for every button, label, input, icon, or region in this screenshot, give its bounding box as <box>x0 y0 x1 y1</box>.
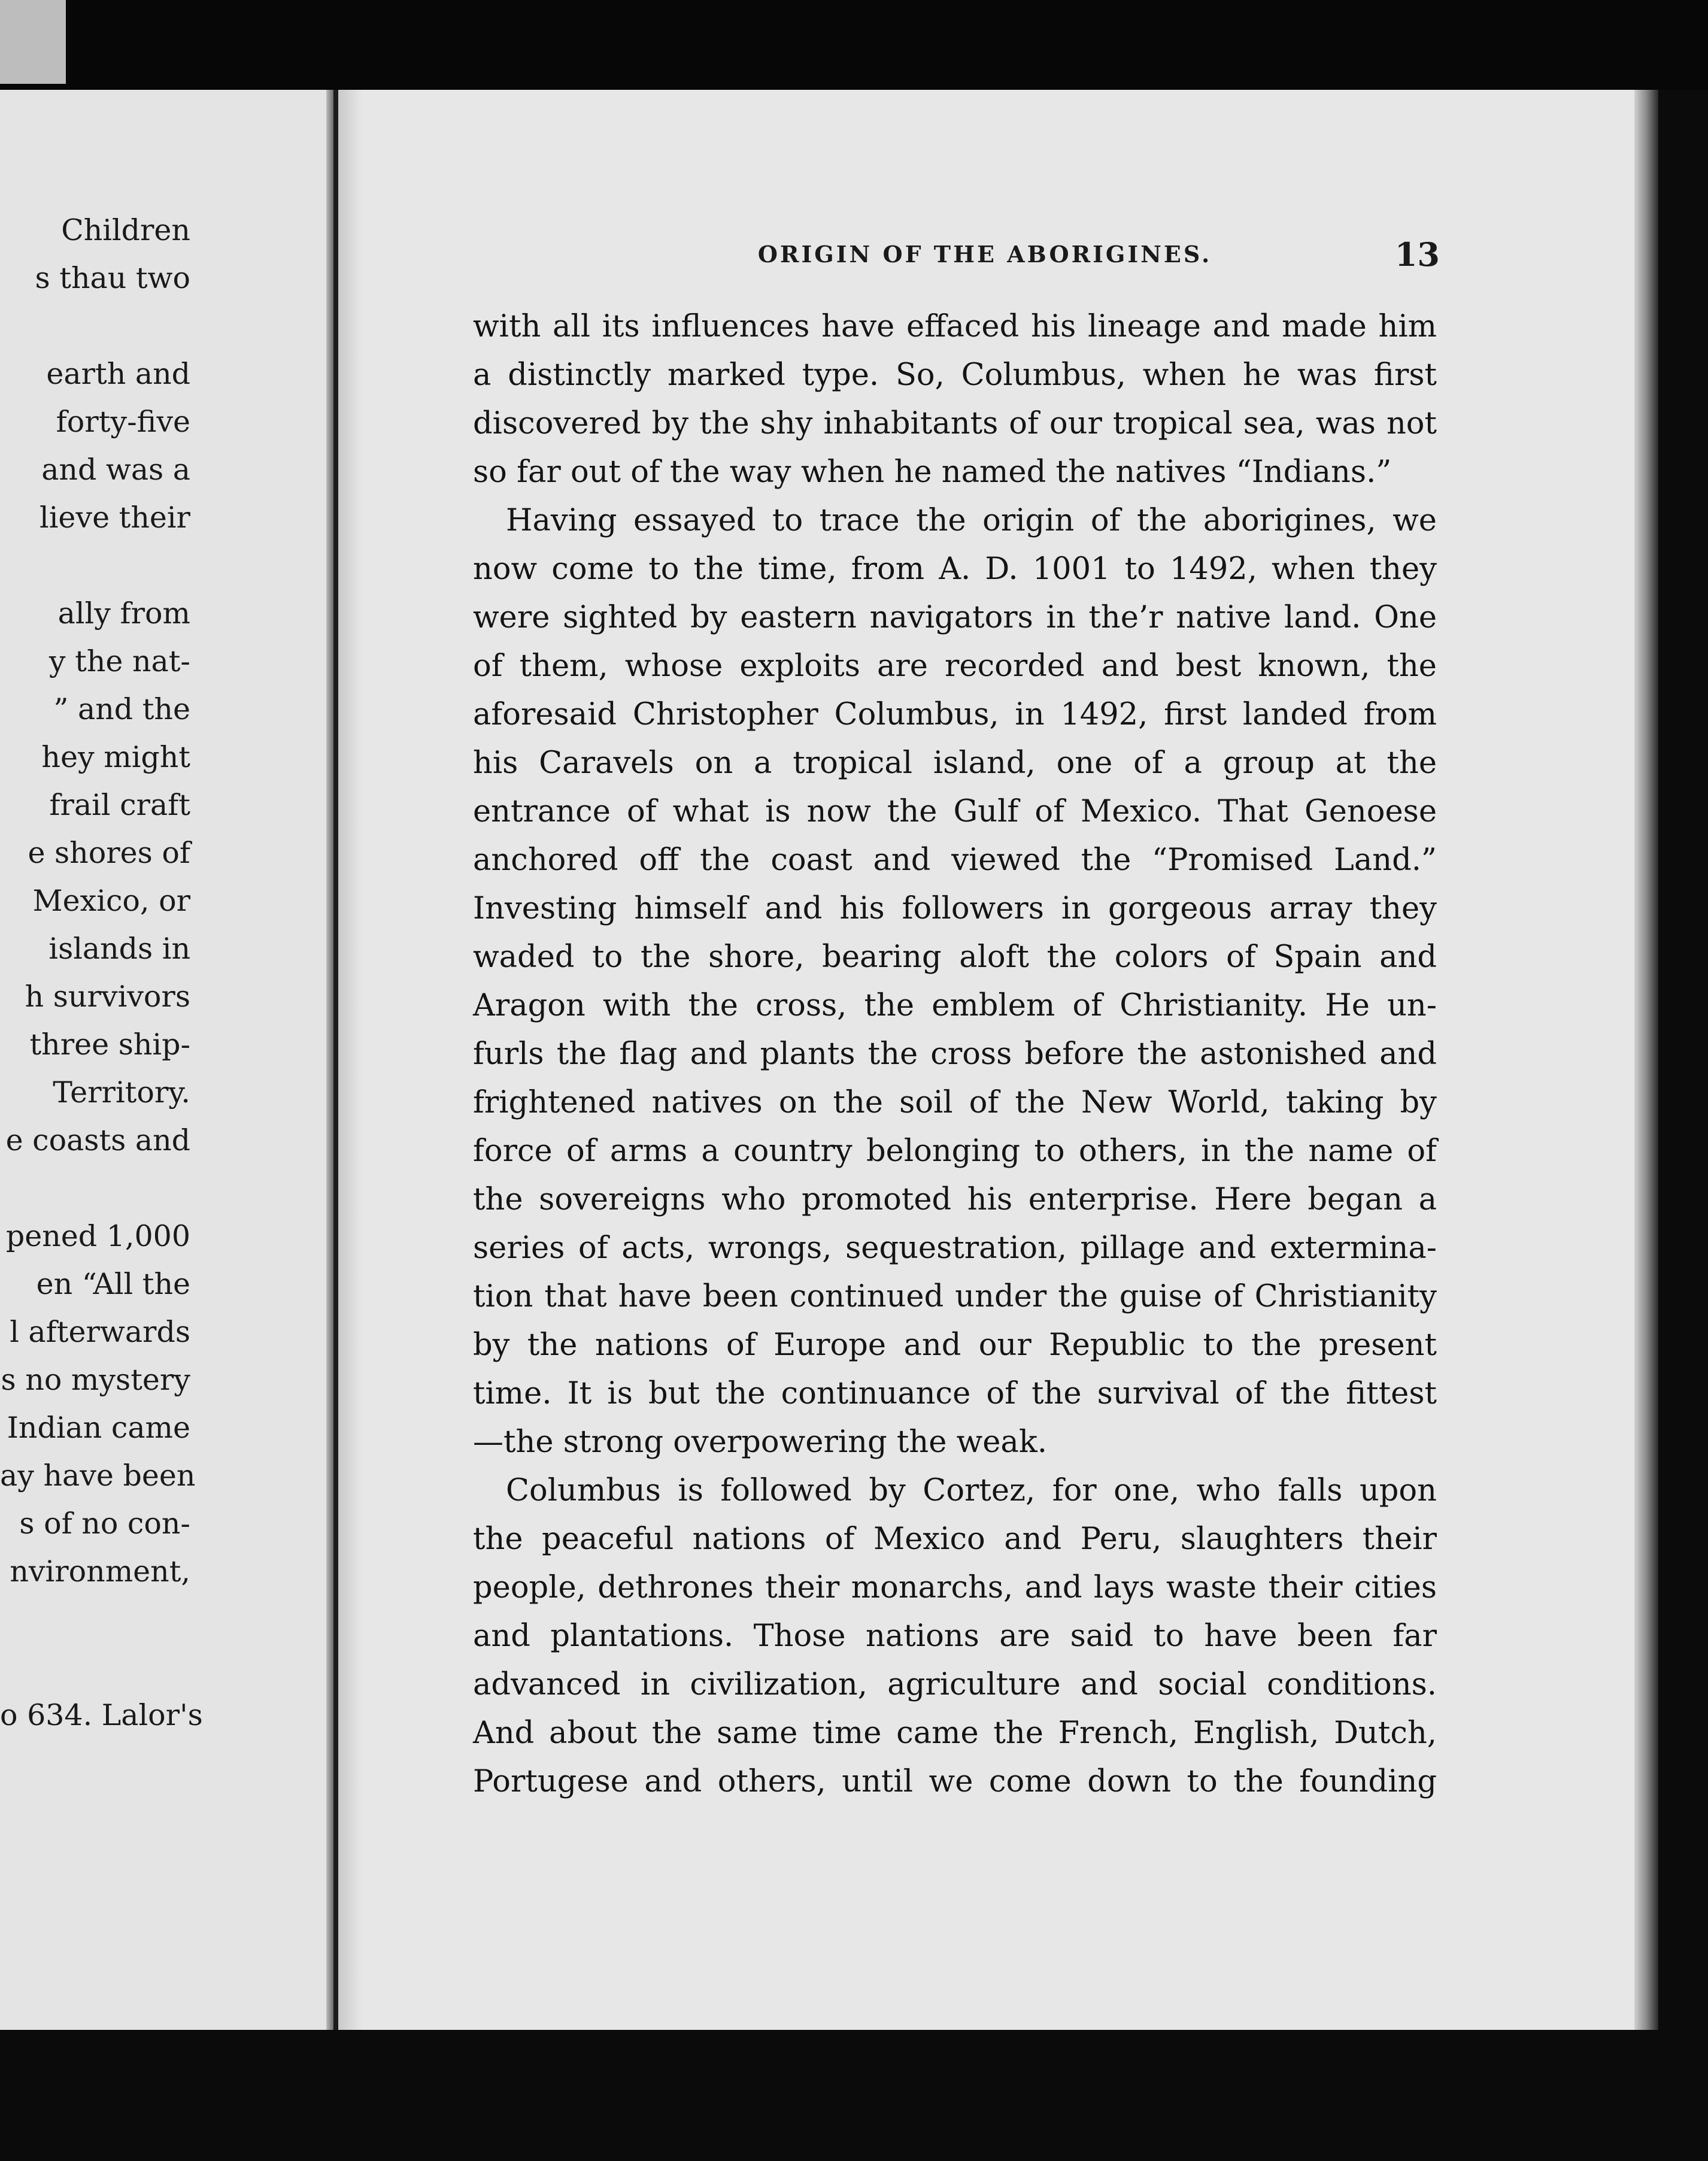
left-page-line: lieve their <box>40 501 190 535</box>
left-page-edge <box>326 90 333 2030</box>
left-page <box>0 90 326 2030</box>
running-head: ORIGIN OF THE ABORIGINES. <box>757 241 1212 268</box>
text-line: Aragon with the cross, the emblem of Christianity. He un- <box>473 988 1437 1023</box>
text-line: time. It is but the continuance of the survival of the fittest <box>473 1376 1437 1411</box>
left-page-line: earth and <box>46 357 190 391</box>
left-page-line: pened 1,000 <box>5 1219 190 1253</box>
left-page-line: ally from <box>57 596 190 631</box>
text-line: furls the flag and plants the cross before the astonished and <box>473 1036 1437 1072</box>
text-line: aforesaid Christopher Columbus, in 1492, first landed from <box>473 697 1437 732</box>
text-line: of them, whose exploits are recorded and best known, the <box>473 648 1437 684</box>
text-line: waded to the shore, bearing aloft the colors of Spain and <box>473 939 1437 975</box>
left-page-line: s no mystery <box>1 1363 190 1397</box>
left-page-line: islands in <box>48 932 190 966</box>
right-page-edge <box>1634 90 1658 2030</box>
text-line: Investing himself and his followers in gorgeous array they <box>473 891 1437 926</box>
left-page-line: Children <box>61 213 190 247</box>
left-page-line: y the nat- <box>48 644 190 678</box>
left-page-line: Territory. <box>53 1075 190 1110</box>
left-page-line: e shores of <box>28 836 190 870</box>
text-line: Columbus is followed by Cortez, for one, who falls upon <box>506 1473 1437 1508</box>
left-page-line: frail craft <box>49 788 190 822</box>
text-line: the sovereigns who promoted his enterprise. Here began a <box>473 1182 1437 1217</box>
left-page-line: nvironment, <box>10 1554 190 1589</box>
left-page-line: l afterwards <box>10 1315 190 1349</box>
text-line: anchored off the coast and viewed the “Promised Land.” <box>473 842 1437 878</box>
left-page-line: ay have been <box>0 1459 196 1493</box>
left-page-line: and was a <box>41 453 190 487</box>
text-line: by the nations of Europe and our Republic to the present <box>473 1327 1437 1363</box>
text-line: advanced in civilization, agriculture and social conditions. <box>473 1667 1437 1702</box>
text-line: his Caravels on a tropical island, one of a group at the <box>473 745 1437 781</box>
left-page-line: ” and the <box>53 692 190 726</box>
corner-tab <box>0 0 66 84</box>
page-fold-shadow <box>338 90 362 2030</box>
text-line: a distinctly marked type. So, Columbus, when he was first <box>473 357 1437 393</box>
text-line: entrance of what is now the Gulf of Mexico. That Genoese <box>473 794 1437 829</box>
text-line: Portugese and others, until we come down to the founding <box>473 1764 1437 1799</box>
left-page-line: en “All the <box>36 1267 190 1301</box>
text-line: people, dethrones their monarchs, and lays waste their cities <box>473 1570 1437 1605</box>
left-page-line: hey might <box>41 740 190 774</box>
page-number: 13 <box>1394 235 1440 274</box>
book-gutter <box>333 90 338 2030</box>
left-page-line: Mexico, or <box>32 884 190 918</box>
top-dark-border <box>0 0 1708 90</box>
left-page-line: s thau two <box>35 261 190 295</box>
text-line: the peaceful nations of Mexico and Peru, slaughters their <box>473 1522 1437 1557</box>
text-line: frightened natives on the soil of the New World, taking by <box>473 1085 1437 1120</box>
text-line: with all its influences have effaced his lineage and made him <box>473 309 1437 344</box>
text-line: discovered by the shy inhabitants of our tropical sea, was not <box>473 406 1437 441</box>
left-page-line: s of no con- <box>19 1507 190 1541</box>
text-line: And about the same time came the French, English, Dutch, <box>473 1716 1437 1751</box>
left-page-line: o 634. Lalor's <box>0 1698 203 1732</box>
left-page-line: e coasts and <box>5 1123 190 1157</box>
text-line: tion that have been continued under the guise of Christianity <box>473 1279 1437 1314</box>
left-page-line: Indian came <box>7 1411 190 1445</box>
text-line: force of arms a country belonging to others, in the name of <box>473 1133 1437 1169</box>
text-line: —the strong overpowering the weak. <box>473 1424 1047 1460</box>
body-text <box>473 302 1437 1806</box>
text-line: series of acts, wrongs, sequestration, pillage and extermina- <box>473 1230 1437 1266</box>
text-line: were sighted by eastern navigators in the’r native land. One <box>473 600 1437 635</box>
text-line: so far out of the way when he named the natives “Indians.” <box>473 454 1392 490</box>
left-page-line: h survivors <box>25 980 190 1014</box>
text-line: now come to the time, from A. D. 1001 to 1492, when they <box>473 551 1437 587</box>
text-line: Having essayed to trace the origin of the aborigines, we <box>506 503 1437 538</box>
left-page-line: three ship- <box>29 1028 190 1062</box>
right-page <box>338 90 1634 2030</box>
left-page-line: forty-five <box>56 405 190 439</box>
text-line: and plantations. Those nations are said to have been far <box>473 1619 1437 1654</box>
